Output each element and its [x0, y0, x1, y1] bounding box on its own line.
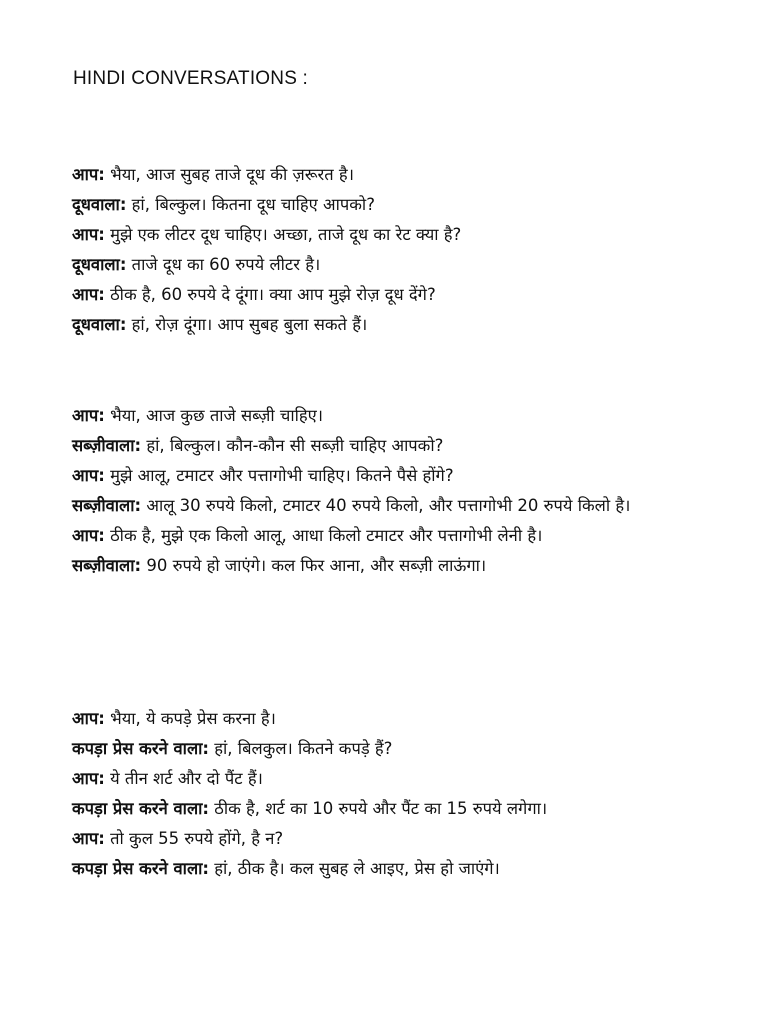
speaker-label: कपड़ा प्रेस करने वाला: — [72, 799, 210, 818]
dialogue-line — [72, 854, 712, 884]
speaker-label: दूधवाला: — [72, 195, 127, 214]
dialogue-line — [72, 250, 712, 280]
dialogue-line — [72, 734, 712, 764]
dialogue-line — [72, 704, 712, 734]
dialogue-text: ठीक है, 60 रुपये दे दूंगा। क्या आप मुझे रोज़ दूध देंगे? — [110, 285, 436, 304]
dialogue-line — [72, 310, 712, 340]
speaker-label: कपड़ा प्रेस करने वाला: — [72, 859, 210, 878]
dialogue-text: ठीक है, शर्ट का 10 रुपये और पैंट का 15 रुपये लगेगा। — [214, 799, 548, 818]
speaker-label: आप: — [72, 709, 105, 728]
dialogue-text: ठीक है, मुझे एक किलो आलू, आधा किलो टमाटर और पत्तागोभी लेनी है। — [110, 526, 543, 545]
dialogue-text: मुझे आलू, टमाटर और पत्तागोभी चाहिए। कितने पैसे होंगे? — [110, 466, 454, 485]
speaker-label: आप: — [72, 285, 105, 304]
speaker-label: आप: — [72, 165, 105, 184]
dialogue-line — [72, 824, 712, 854]
speaker-label: आप: — [72, 769, 105, 788]
page-title: HINDI CONVERSATIONS : — [73, 68, 309, 89]
speaker-label: सब्ज़ीवाला: — [72, 436, 142, 455]
dialogue-text: ये तीन शर्ट और दो पैंट हैं। — [110, 769, 263, 788]
dialogue-text: हां, बिल्कुल। कितना दूध चाहिए आपको? — [131, 195, 375, 214]
dialogue-text: मुझे एक लीटर दूध चाहिए। अच्छा, ताजे दूध का रेट क्या है? — [110, 225, 462, 244]
dialogue-line — [72, 431, 712, 461]
dialogue-text: हां, बिल्कुल। कौन-कौन सी सब्ज़ी चाहिए आपको? — [146, 436, 444, 455]
dialogue-line — [72, 764, 712, 794]
dialogue-line — [72, 401, 712, 431]
speaker-label: आप: — [72, 829, 105, 848]
speaker-label: आप: — [72, 406, 105, 425]
dialogue-line — [72, 190, 712, 220]
dialogue-line — [72, 521, 712, 551]
dialogue-text: आलू 30 रुपये किलो, टमाटर 40 रुपये किलो, और पत्तागोभी 20 रुपये किलो है। — [146, 496, 631, 515]
speaker-label: आप: — [72, 466, 105, 485]
dialogue-line — [72, 220, 712, 250]
dialogue-text: हां, रोज़ दूंगा। आप सुबह बुला सकते हैं। — [131, 315, 368, 334]
dialogue-text: 90 रुपये हो जाएंगे। कल फिर आना, और सब्ज़ी लाऊंगा। — [146, 556, 487, 575]
conversation-milkman — [72, 160, 712, 340]
dialogue-line — [72, 280, 712, 310]
speaker-label: कपड़ा प्रेस करने वाला: — [72, 739, 210, 758]
dialogue-line — [72, 160, 712, 190]
speaker-label: आप: — [72, 225, 105, 244]
dialogue-text: ताजे दूध का 60 रुपये लीटर है। — [131, 255, 321, 274]
speaker-label: आप: — [72, 526, 105, 545]
dialogue-text: हां, ठीक है। कल सुबह ले आइए, प्रेस हो जाएंगे। — [214, 859, 500, 878]
conversation-ironing-man — [72, 704, 712, 884]
dialogue-line — [72, 461, 712, 491]
dialogue-line — [72, 551, 712, 581]
speaker-label: दूधवाला: — [72, 315, 127, 334]
dialogue-text: भैया, आज कुछ ताजे सब्ज़ी चाहिए। — [110, 406, 324, 425]
dialogue-text: तो कुल 55 रुपये होंगे, है न? — [110, 829, 284, 848]
dialogue-line — [72, 491, 712, 521]
dialogue-text: हां, बिलकुल। कितने कपड़े हैं? — [214, 739, 393, 758]
dialogue-text: भैया, ये कपड़े प्रेस करना है। — [110, 709, 276, 728]
conversation-vegetable-seller — [72, 401, 712, 581]
speaker-label: सब्ज़ीवाला: — [72, 556, 142, 575]
dialogue-line — [72, 794, 712, 824]
speaker-label: दूधवाला: — [72, 255, 127, 274]
speaker-label: सब्ज़ीवाला: — [72, 496, 142, 515]
dialogue-text: भैया, आज सुबह ताजे दूध की ज़रूरत है। — [110, 165, 354, 184]
